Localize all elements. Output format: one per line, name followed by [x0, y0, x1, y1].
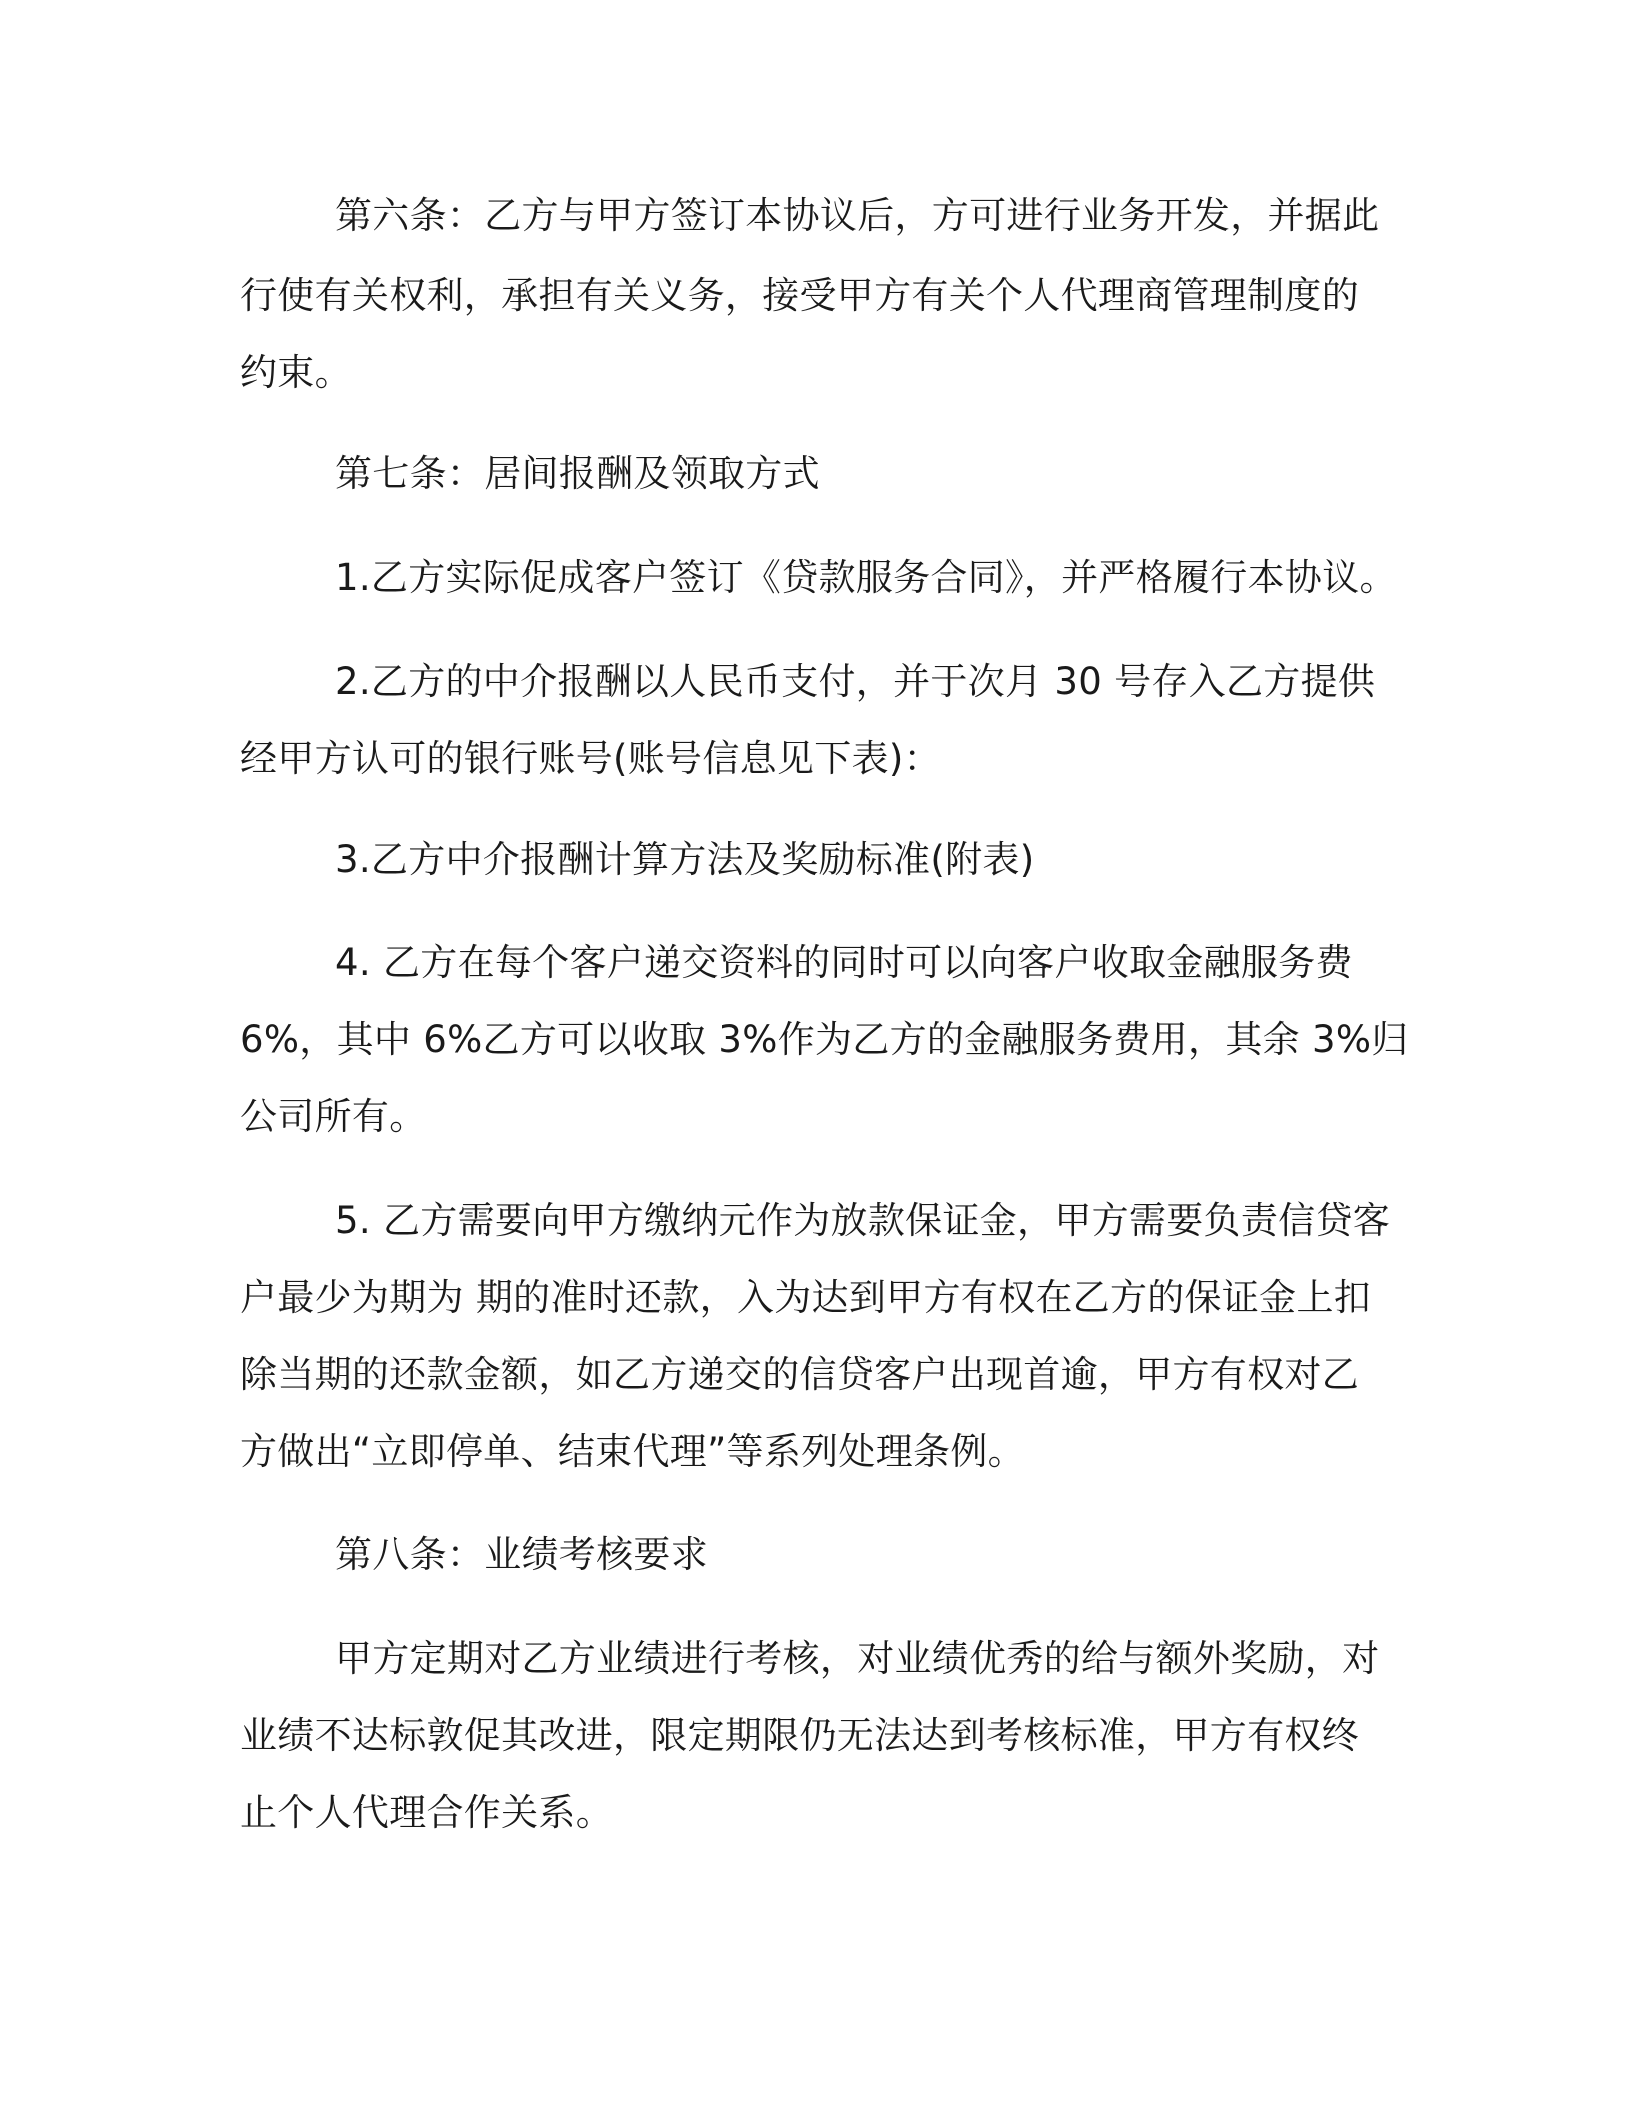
article-7-item-4-line-1: 4. 乙方在每个客户递交资料的同时可以向客户收取金融服务费: [335, 941, 1353, 984]
article-8-heading: 第八条：业绩考核要求: [335, 1533, 708, 1576]
article-7-item-4-line-2: 6%，其中 6%乙方可以收取 3%作为乙方的金融服务费用，其余 3%归: [240, 1018, 1409, 1061]
article-7-item-5-line-4: 方做出“立即停单、结束代理”等系列处理条例。: [240, 1430, 1025, 1473]
article-7-item-2-line-1: 2.乙方的中介报酬以人民币支付，并于次月 30 号存入乙方提供: [335, 660, 1376, 703]
article-7-heading: 第七条：居间报酬及领取方式: [335, 452, 820, 495]
article-7-item-5-line-1: 5. 乙方需要向甲方缴纳元作为放款保证金，甲方需要负责信贷客: [335, 1199, 1391, 1242]
article-7-item-4-line-3: 公司所有。: [240, 1095, 427, 1138]
article-7-item-2-line-2: 经甲方认可的银行账号(账号信息见下表)：: [240, 737, 941, 780]
article-6-line-2: 行使有关权利，承担有关义务，接受甲方有关个人代理商管理制度的: [240, 274, 1359, 317]
article-7-item-5-line-3: 除当期的还款金额，如乙方递交的信贷客户出现首逾，甲方有权对乙: [240, 1353, 1359, 1396]
article-8-line-1: 甲方定期对乙方业绩进行考核，对业绩优秀的给与额外奖励，对: [335, 1637, 1380, 1680]
article-7-item-3: 3.乙方中介报酬计算方法及奖励标准(附表): [335, 838, 1035, 881]
article-6-line-3: 约束。: [240, 351, 352, 394]
article-6-line-1: 第六条：乙方与甲方签订本协议后，方可进行业务开发，并据此: [335, 194, 1380, 237]
article-7-item-5-line-2: 户最少为期为 期的准时还款，入为达到甲方有权在乙方的保证金上扣: [240, 1276, 1372, 1319]
article-7-item-1: 1.乙方实际促成客户签订《贷款服务合同》，并严格履行本协议。: [335, 556, 1397, 599]
article-8-line-2: 业绩不达标敦促其改进，限定期限仍无法达到考核标准，甲方有权终: [240, 1714, 1359, 1757]
article-8-line-3: 止个人代理合作关系。: [240, 1791, 613, 1834]
